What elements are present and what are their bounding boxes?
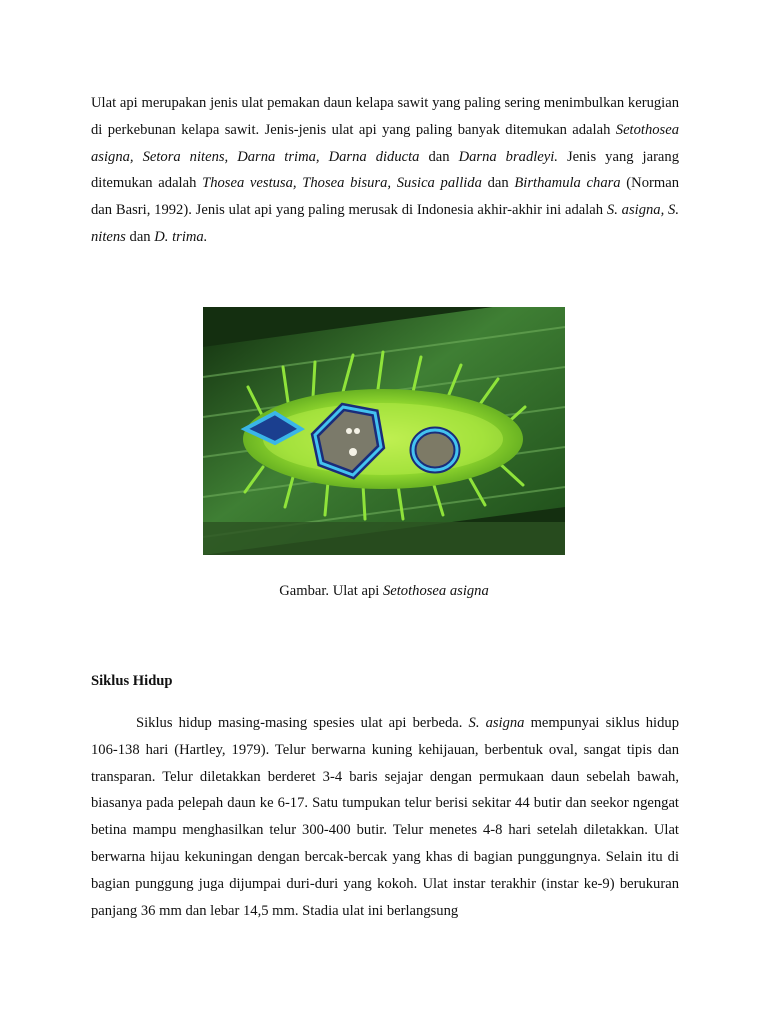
species-name: Thosea vestusa, Thosea bisura, Susica pallida xyxy=(202,175,482,192)
intro-text: dan xyxy=(481,175,515,192)
intro-text: Ulat api merupakan jenis ulat pemakan daun kelapa sawit yang paling sering menimbulkan kerugian di perkebunan kelapa sawit. Jenis-jenis ulat api yang paling banyak ditemukan adalah xyxy=(91,95,679,138)
species-name: Birthamula chara xyxy=(514,175,621,192)
intro-text: dan xyxy=(419,148,459,165)
species-name: D. trima. xyxy=(154,228,208,245)
lifecycle-text: Siklus hidup masing-masing spesies ulat api berbeda. xyxy=(136,715,469,731)
intro-text: Jenis yang jarang ditemukan adalah xyxy=(91,148,679,192)
lifecycle-text: mempunyai siklus hidup 106-138 hari (Hartley, 1979). Telur berwarna kuning kehijauan, berbentuk oval, sangat tipis dan transparan. Telur diletakkan berderet 3-4 baris sejajar dengan permukaan daun sebelah bawah, biasanya pada pelepah daun ke 6-17. Satu tumpukan telur berisi sekitar 44 butir dan seekor ngengat betina mampu menghasilkan telur 300-400 butir. Telur menetes 4-8 hari setelah diletakkan. Ulat berwarna hijau kekuningan dengan bercak-bercak yang khas di bagian punggungnya. Selain itu di bagian punggung juga dijumpai duri-duri yang kokoh. Ulat instar terakhir (instar ke-9) berukuran panjang 36 mm dan lebar 14,5 mm. Stadia ulat ini berlangsung xyxy=(91,715,679,919)
intro-text: dan xyxy=(125,228,155,245)
figure-caption xyxy=(0,580,768,602)
species-name: Darna bradleyi. xyxy=(458,148,558,165)
species-name: S. asigna, S. nitens xyxy=(91,202,679,245)
intro-paragraph xyxy=(91,90,679,251)
caterpillar-photo xyxy=(203,307,565,555)
species-name: Setothosea asigna, Setora nitens, Darna trima, Darna diducta xyxy=(91,121,679,165)
section-heading: Siklus Hidup xyxy=(91,673,173,689)
species-name: S. asigna xyxy=(468,715,525,731)
caption-species: Setothosea asigna xyxy=(382,583,489,599)
lifecycle-paragraph xyxy=(91,710,679,924)
intro-text: (Norman dan Basri, 1992). Jenis ulat api yang paling merusak di Indonesia akhir-akhir ini adalah xyxy=(91,175,679,219)
caption-text: Gambar. Ulat api xyxy=(279,583,383,599)
